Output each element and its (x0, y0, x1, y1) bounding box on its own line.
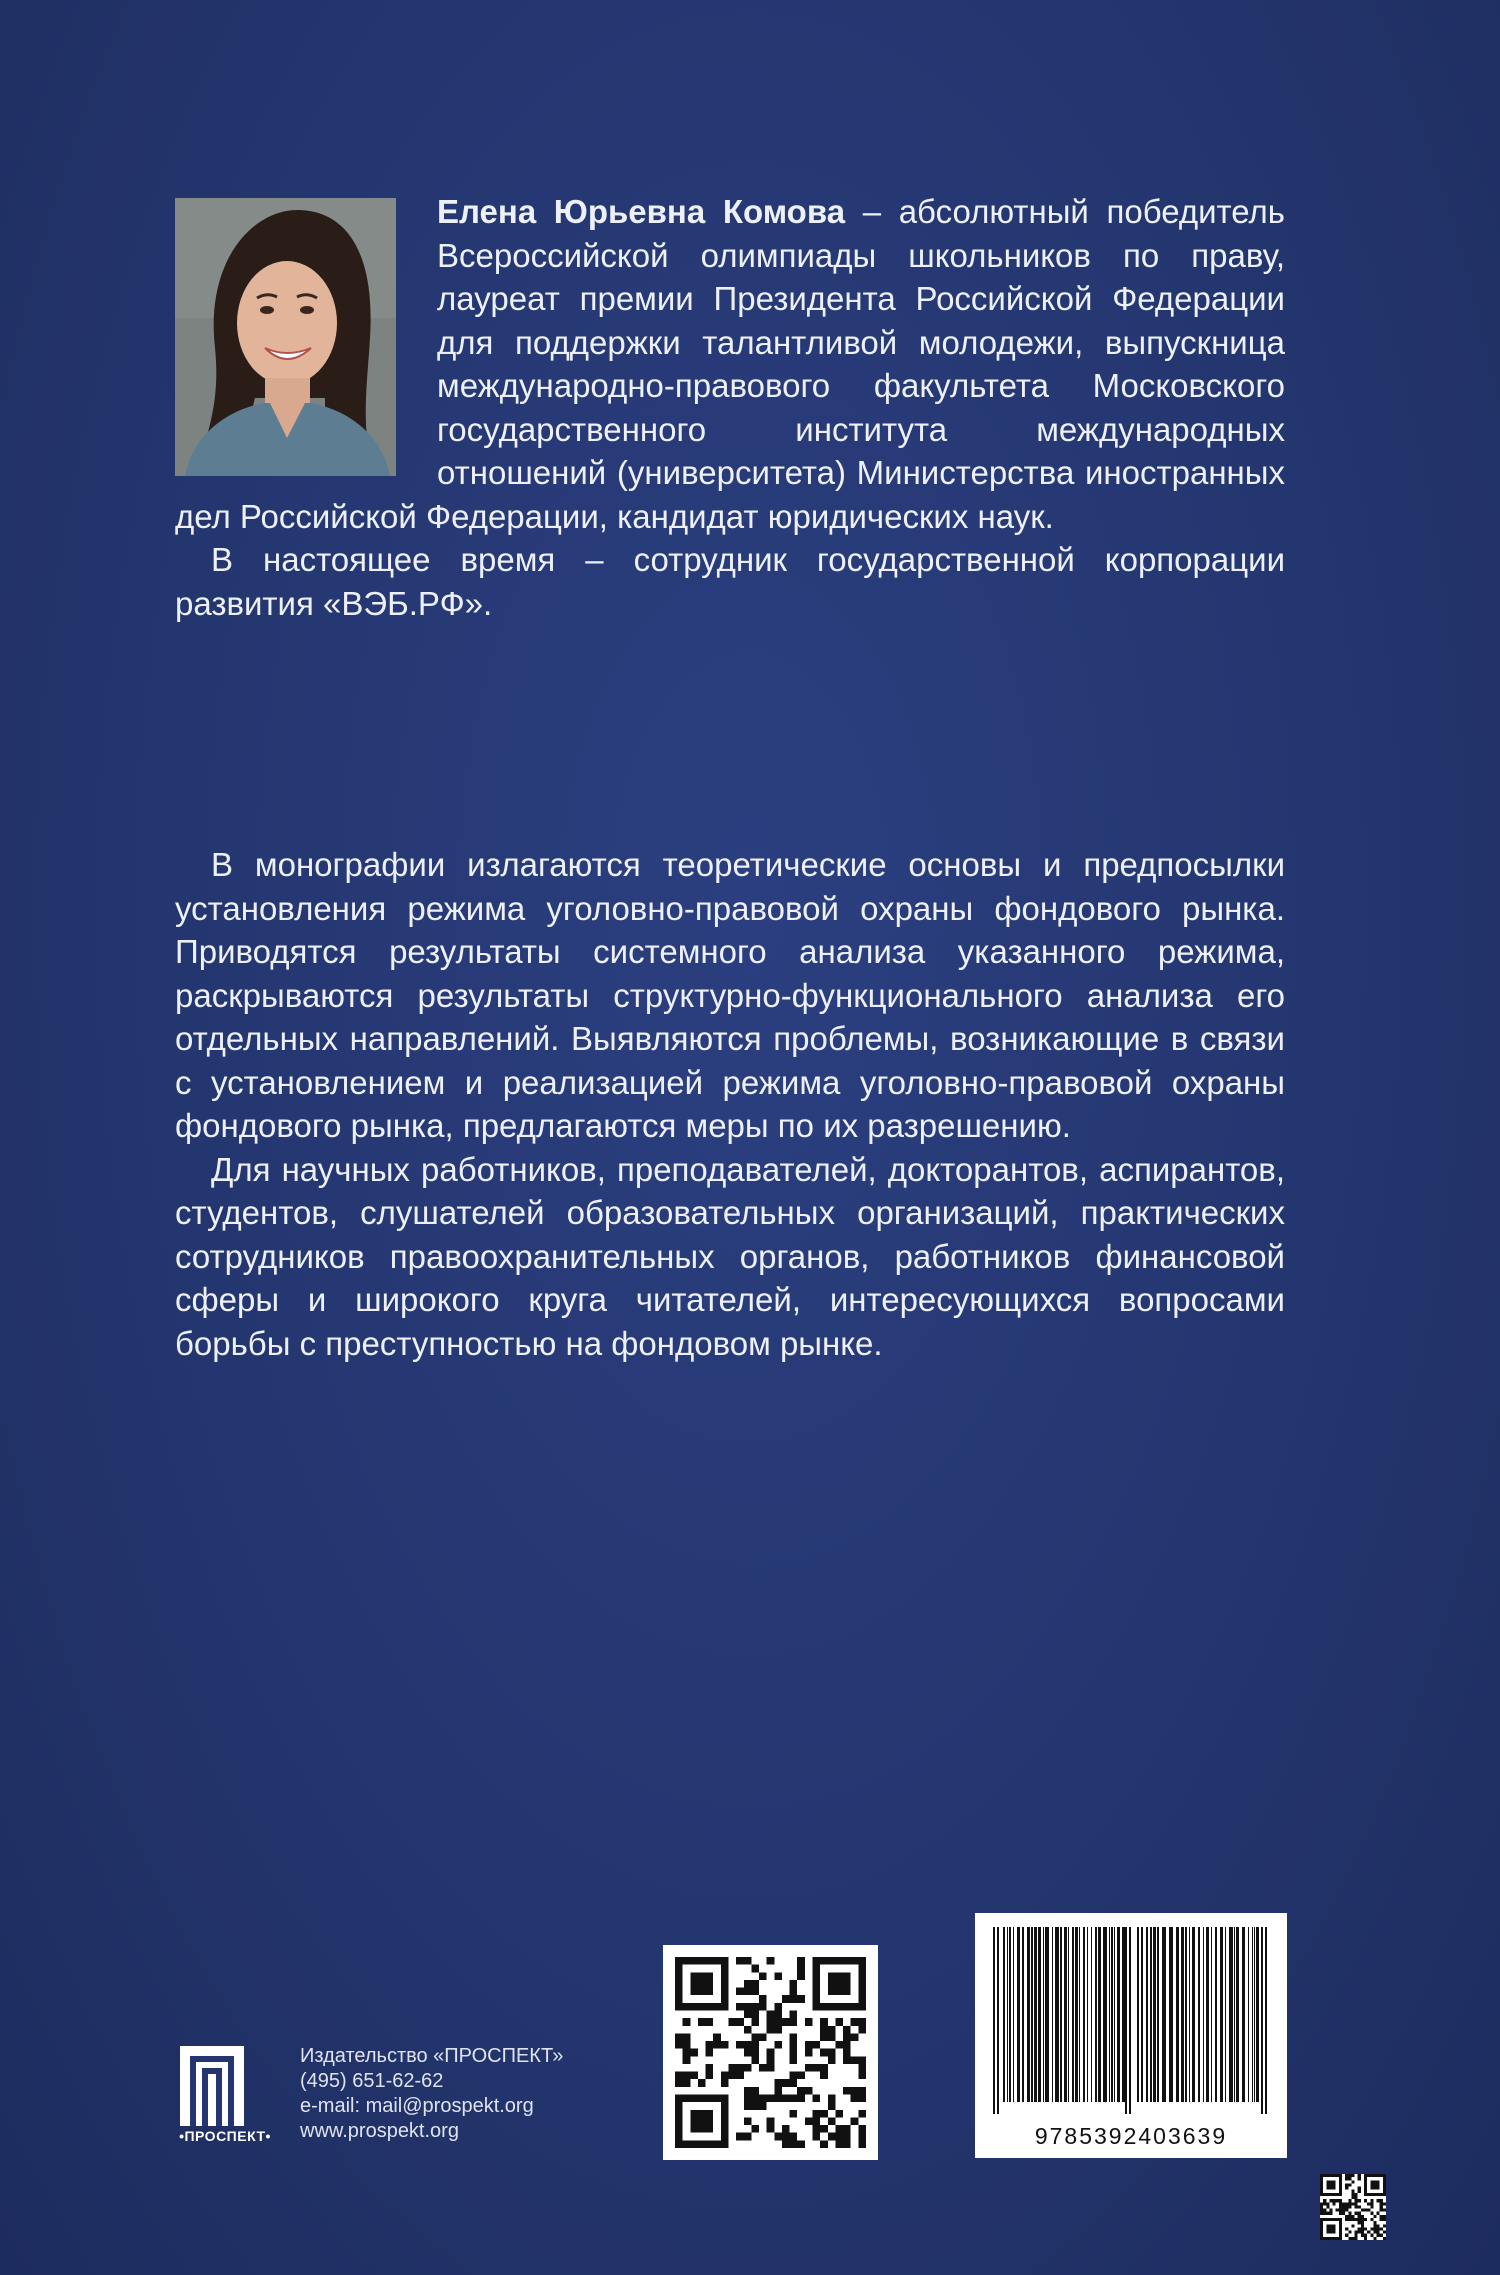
small-qr-code-icon (1320, 2174, 1386, 2240)
publisher-website: www.prospekt.org (300, 2120, 459, 2142)
isbn-digits: 9785392403639 (1034, 2123, 1228, 2149)
prospekt-logo-icon (174, 2040, 274, 2130)
annotation-paragraph-2: Для научных работников, преподавателей, докторантов, аспирантов, студентов, слушателей образовательных организаций, практических сотрудников правоохранительных органов, работников финансовой сферы и широкого круга читателей, интересующихся вопросами борьбы с преступностью на фондовом рынке. (175, 1150, 1285, 1362)
barcode-icon (989, 1927, 1273, 2117)
photo-spacer (175, 190, 437, 486)
publisher-name: Издательство «ПРОСПЕКТ» (300, 2045, 564, 2067)
author-bio (175, 190, 1285, 625)
author-bio-body: – абсолютный победитель Всероссийской олимпиады школьников по праву, лауреат премии Президента Российской Федерации для поддержки талантливой молодежи, выпускница международно-правового факультета Московского государственного института международных отношений (университета) Министерства иностранных дел Российской Федерации, кандидат юридических наук. (175, 193, 1285, 535)
small-qr-code[interactable] (1320, 2174, 1386, 2240)
qr-code-icon (675, 1957, 866, 2148)
publisher-logo-label: •ПРОСПЕКТ• (179, 2128, 271, 2144)
book-annotation (175, 843, 1285, 1365)
publisher-email: e-mail: mail@prospekt.org (300, 2095, 534, 2117)
publisher-phone: (495) 651-62-62 (300, 2070, 444, 2092)
author-name: Елена Юрьевна Комова (437, 193, 846, 230)
annotation-paragraph-1: В монографии излагаются теоретические основы и предпосылки установления режима уголовно-правовой охраны фондового рынка. Приводятся результаты системного анализа указанного режима, раскрываются результаты структурно-функционального анализа его отдельных направлений. Выявляются проблемы, возникающие в связи с установлением и реализацией режима уголовно-правовой охраны фондового рынка, предлагаются меры по их разрешению. (175, 846, 1285, 1144)
author-current-position: В настоящее время – сотрудник государственной корпорации развития «ВЭБ.РФ». (175, 541, 1285, 622)
isbn-barcode (975, 1913, 1287, 2158)
publisher-contacts (300, 2044, 563, 2144)
qr-code[interactable] (663, 1945, 878, 2160)
